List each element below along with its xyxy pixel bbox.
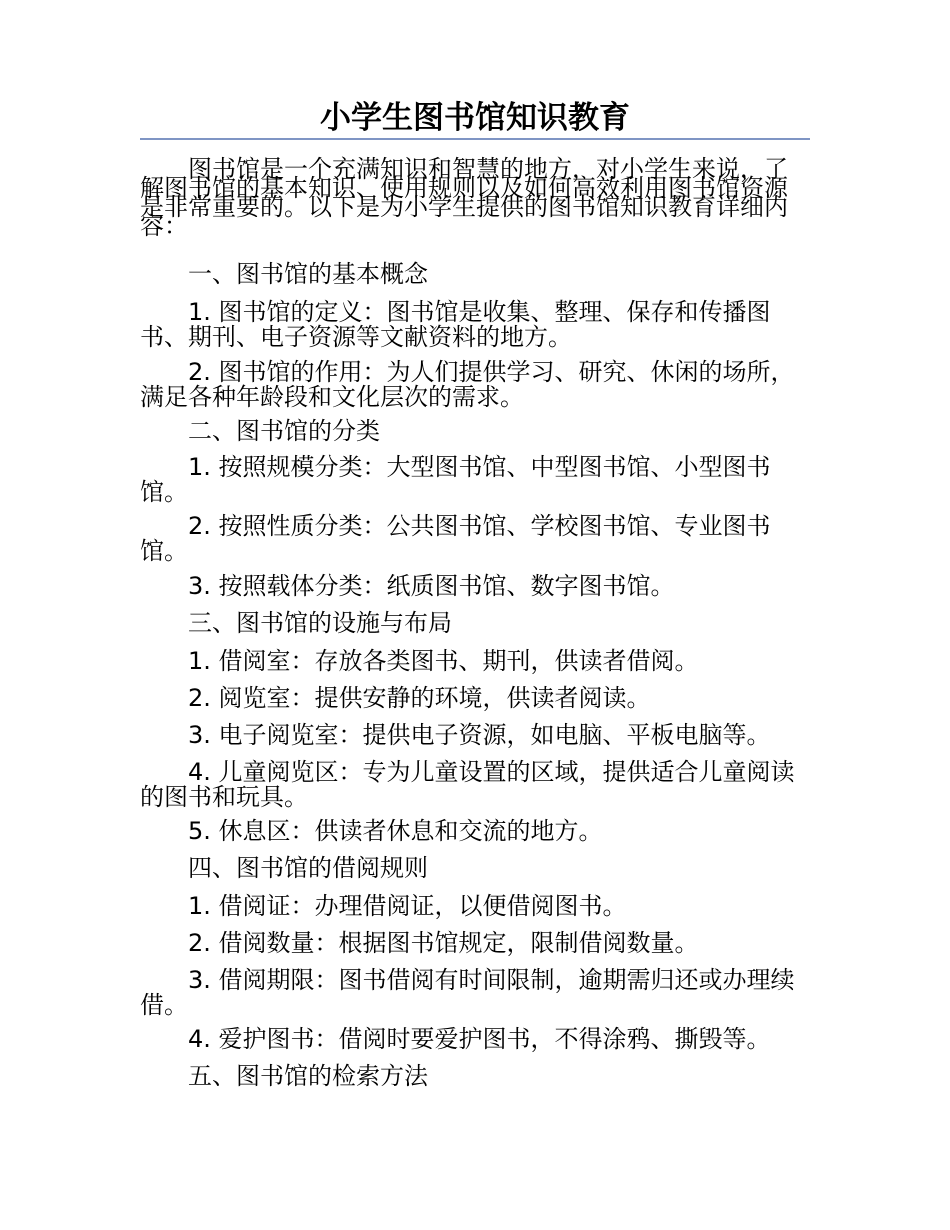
paragraph-1-1: 1. 图书馆的定义：图书馆是收集、整理、保存和传播图书、期刊、电子资源等文献资料的地方。 <box>140 298 771 351</box>
paragraph-3-2: 2. 阅览室：提供安静的环境，供读者阅读。 <box>188 684 651 712</box>
paragraph-4-2: 2. 借阅数量：根据图书馆规定，限制借阅数量。 <box>188 929 699 957</box>
paragraph-2-3: 3. 按照载体分类：纸质图书馆、数字图书馆。 <box>188 572 675 600</box>
section-heading-2: 二、图书馆的分类 <box>188 417 380 445</box>
intro-paragraph: 图书馆是一个充满知识和智慧的地方，对小学生来说，了解图书馆的基本知识、使用规则以及如何高效利用图书馆资源是非常重要的。以下是为小学生提供的图书馆知识教育详细内容： <box>140 155 788 240</box>
paragraph-1-2: 2. 图书馆的作用：为人们提供学习、研究、休闲的场所，满足各种年龄段和文化层次的需求。 <box>140 358 795 411</box>
section-heading-1: 一、图书馆的基本概念 <box>188 260 428 288</box>
title-underline <box>140 138 810 140</box>
paragraph-2-2: 2. 按照性质分类：公共图书馆、学校图书馆、专业图书馆。 <box>140 512 771 565</box>
paragraph-3-3: 3. 电子阅览室：提供电子资源，如电脑、平板电脑等。 <box>188 721 771 749</box>
page-title: 小学生图书馆知识教育 <box>320 100 630 136</box>
paragraph-3-5: 5. 休息区：供读者休息和交流的地方。 <box>188 817 603 845</box>
paragraph-2-1: 1. 按照规模分类：大型图书馆、中型图书馆、小型图书馆。 <box>140 453 771 506</box>
section-heading-5: 五、图书馆的检索方法 <box>188 1062 428 1090</box>
paragraph-4-1: 1. 借阅证：办理借阅证，以便借阅图书。 <box>188 892 627 920</box>
section-heading-3: 三、图书馆的设施与布局 <box>188 609 452 637</box>
paragraph-3-1: 1. 借阅室：存放各类图书、期刊，供读者借阅。 <box>188 647 699 675</box>
paragraph-4-4: 4. 爱护图书：借阅时要爱护图书，不得涂鸦、撕毁等。 <box>188 1025 771 1053</box>
paragraph-4-3: 3. 借阅期限：图书借阅有时间限制，逾期需归还或办理续借。 <box>140 966 795 1019</box>
paragraph-3-4: 4. 儿童阅览区：专为儿童设置的区域，提供适合儿童阅读的图书和玩具。 <box>140 758 795 811</box>
section-heading-4: 四、图书馆的借阅规则 <box>188 854 428 882</box>
